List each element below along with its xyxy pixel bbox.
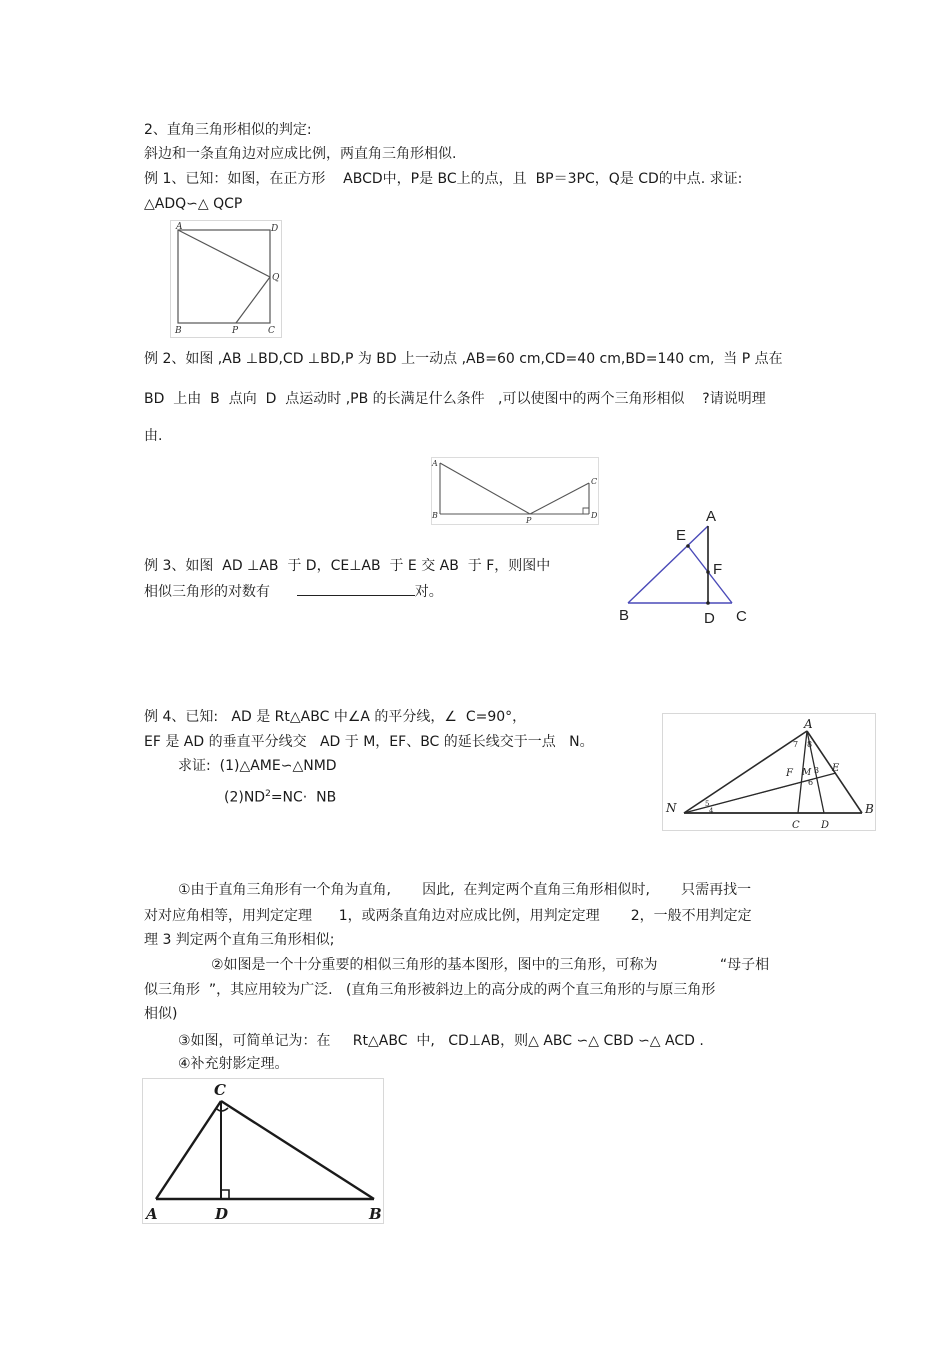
square-abcd <box>178 230 270 323</box>
fig5-label-a: A <box>146 1205 158 1223</box>
note1-line2: 对对应角相等，用判定定理 1，或两条直角边对应成比例，用判定定理 2，一般不用判定定 <box>144 908 752 924</box>
ex4-proof-line1 <box>178 757 337 775</box>
ex2-label-p: P <box>526 516 532 525</box>
ex3-answer-blank <box>297 581 415 596</box>
ex4-proof-2-sup: 2 <box>265 789 271 799</box>
ex3-line2-prefix: 相似三角形的对数有 <box>144 584 270 600</box>
segment-aq <box>178 230 270 277</box>
ex4-label-n: N <box>666 801 677 815</box>
segment-cb <box>221 1101 374 1199</box>
note2-line2: 似三角形 ”，其应用较为广泛. (直角三角形被斜边上的高分成的两个直三角形的与原三角形 <box>144 982 716 998</box>
note2-line1: ②如图是一个十分重要的相似三角形的基本图形，图中的三角形，可称为 “母子相 <box>211 957 770 973</box>
ex4-text-line1: 例 4、已知: AD 是 Rt△ABC 中∠A 的平分线，∠ C=90°， <box>144 709 527 725</box>
ex4-figure <box>662 713 876 831</box>
ex2-figure <box>431 457 599 525</box>
ex4-angle-8: 8 <box>807 740 813 749</box>
note2-line3: 相似) <box>144 1006 178 1022</box>
fig5-label-d: D <box>215 1205 229 1223</box>
ex4-angle-7: 7 <box>793 740 799 749</box>
ex4-angle-3: 3 <box>814 766 820 775</box>
segment-pc <box>530 483 589 514</box>
note4: ④补充射影定理。 <box>178 1056 289 1072</box>
ex4-label-f: F <box>786 768 793 779</box>
ex1-label-d: D <box>271 224 279 234</box>
ex4-proof-line2 <box>224 785 336 807</box>
ex4-label-c: C <box>792 820 800 831</box>
ex4-text-line2: EF 是 AD 的垂直平分线交 AD 于 M，EF、BC 的延长线交于一点 N。 <box>144 734 594 750</box>
ex2-text-line2: BD 上由 B 点向 D 点运动时 ,PB 的长满足什么条件 ,可以使图中的两个三角形相似 ?请说明理 <box>144 391 766 407</box>
ex2-label-d: D <box>591 511 598 520</box>
ex4-angle-5: 5 <box>705 800 710 808</box>
ex1-label-p: P <box>232 326 239 336</box>
ex1-label-a: A <box>176 222 183 232</box>
section-rule: 斜边和一条直角边对应成比例，两直角三角形相似. <box>144 146 457 162</box>
ex3-label-d: D <box>704 610 715 627</box>
ex1-label-q: Q <box>272 273 280 283</box>
point-f <box>706 570 710 574</box>
segment-ba <box>628 526 708 603</box>
ex4-angle-6: 6 <box>808 778 814 787</box>
ex4-proof-label: 求证: <box>178 758 211 774</box>
right-angle-mark-d <box>221 1190 229 1199</box>
ex4-proof-1: (1)△AME∽△NMD <box>219 758 337 774</box>
ex4-proof-2b: =NC· NB <box>270 789 337 806</box>
note1-line3: 理 3 判定两个直角三角形相似; <box>144 932 335 948</box>
ex4-label-e: E <box>832 763 840 774</box>
fig5-label-c: C <box>214 1081 226 1099</box>
ex1-label-c: C <box>268 326 275 336</box>
ex1-text-line1: 例 1、已知：如图，在正方形 ABCD中，P是 BC上的点，且 BP＝3PC，Q是 CD的中点. 求证: <box>144 171 743 187</box>
ex2-label-b: B <box>432 511 438 520</box>
point-d <box>706 601 710 605</box>
ex3-figure <box>610 500 760 630</box>
ex4-angle-4: 4 <box>709 807 714 815</box>
ex3-label-c: C <box>736 608 747 625</box>
ex4-proof-2a: (2)ND <box>224 789 266 806</box>
segment-ec <box>688 546 732 603</box>
ex1-figure-square <box>170 220 282 338</box>
ex3-label-f: F <box>713 561 723 578</box>
point-e <box>686 544 690 548</box>
segment-ap <box>440 463 530 514</box>
section-heading: 2、直角三角形相似的判定: <box>144 122 312 138</box>
ex3-label-a: A <box>706 508 717 525</box>
ex2-text-line1: 例 2、如图 ,AB ⊥BD,CD ⊥BD,P 为 BD 上一动点 ,AB=60 cm,CD=40 cm,BD=140 cm, 当 P 点在 <box>144 351 783 367</box>
segment-nm <box>684 779 814 813</box>
ex3-text-line2 <box>144 581 443 601</box>
note1-line1: ①由于直角三角形有一个角为直角, 因此, 在判定两个直角三角形相似时, 只需再找一 <box>178 882 752 898</box>
right-angle-mark <box>583 508 589 514</box>
ex4-label-d: D <box>821 820 830 831</box>
ex2-label-a: A <box>432 459 438 468</box>
ex4-label-b: B <box>865 802 874 816</box>
fig5-label-b: B <box>369 1205 382 1223</box>
fig5-right-triangle <box>142 1078 384 1224</box>
segment-ac <box>156 1101 221 1199</box>
ex3-label-b: B <box>619 607 630 624</box>
ex3-text-line1: 例 3、如图 AD ⊥AB 于 D，CE⊥AB 于 E 交 AB 于 F，则图中 <box>144 558 551 574</box>
ex1-text-line2: △ADQ∽△ QCP <box>144 196 243 212</box>
note3: ③如图，可简单记为：在 Rt△ABC 中, CD⊥AB，则△ ABC ∽△ CBD ∽△ ACD . <box>178 1033 704 1049</box>
ex4-label-a: A <box>804 717 813 731</box>
ex4-label-m: M <box>802 768 812 778</box>
ex3-label-e: E <box>676 527 687 544</box>
ex1-label-b: B <box>175 326 182 336</box>
segment-qp <box>236 277 270 323</box>
ex2-text-line3: 由. <box>144 428 163 444</box>
ex2-label-c: C <box>591 477 598 486</box>
ex3-line2-suffix: 对。 <box>414 584 443 600</box>
